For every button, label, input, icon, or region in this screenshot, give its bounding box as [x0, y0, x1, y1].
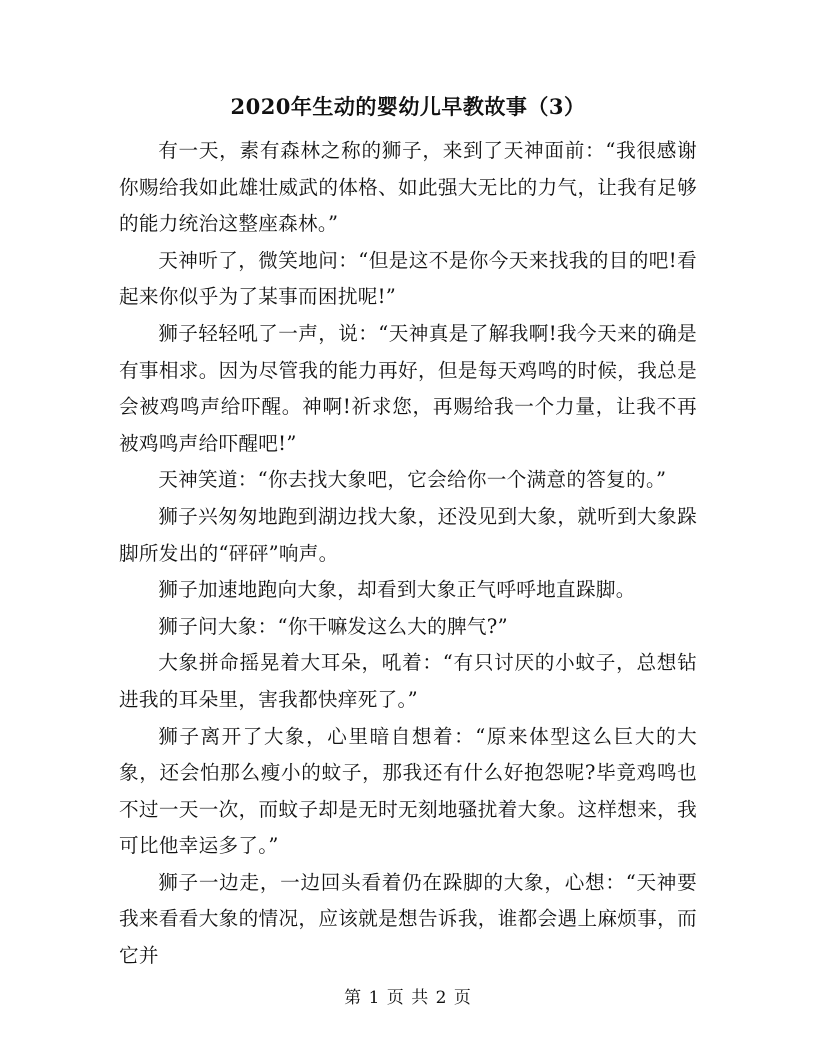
paragraph: 狮子离开了大象，心里暗自想着：“原来体型这么巨大的大象，还会怕那么瘦小的蚊子，那我还有什么好抱怨呢?毕竟鸡鸣也不过一天一次，而蚊子却是无时无刻地骚扰着大象。这样想来，我可比他幸运多了。” — [119, 724, 697, 858]
paragraph: 狮子一边走，一边回头看着仍在跺脚的大象，心想：“天神要我来看看大象的情况，应该就是想告诉我，谁都会遇上麻烦事，而它并 — [119, 870, 697, 968]
paragraph: 有一天，素有森林之称的狮子，来到了天神面前：“我很感谢你赐给我如此雄壮威武的体格、如此强大无比的力气，让我有足够的能力统治这整座森林。” — [119, 139, 697, 236]
page-title: 2020年生动的婴幼儿早教故事（3） — [230, 94, 586, 119]
paragraph: 天神听了，微笑地问：“但是这不是你今天来找我的目的吧!看起来你似乎为了某事而困扰呢!” — [119, 248, 697, 309]
paragraph: 狮子问大象：“你干嘛发这么大的脾气?” — [158, 614, 508, 638]
page-footer: 第 1 页 共 2 页 — [344, 988, 472, 1008]
paragraph: 狮子轻轻吼了一声，说：“天神真是了解我啊!我今天来的确是有事相求。因为尽管我的能力再好，但是每天鸡鸣的时候，我总是会被鸡鸣声给吓醒。神啊!祈求您，再赐给我一个力量，让我不再被鸡鸣声给吓醒吧!” — [119, 321, 697, 455]
paragraph: 狮子加速地跑向大象，却看到大象正气呼呼地直跺脚。 — [158, 578, 636, 602]
story-body — [119, 133, 697, 975]
paragraph: 大象拼命摇晃着大耳朵，吼着：“有只讨厌的小蚊子，总想钻进我的耳朵里，害我都快痒死了。” — [119, 651, 697, 711]
paragraph: 狮子兴匆匆地跑到湖边找大象，还没见到大象，就听到大象跺脚所发出的“砰砰”响声。 — [119, 504, 697, 565]
paragraph: 天神笑道：“你去找大象吧，它会给你一个满意的答复的。” — [158, 468, 667, 492]
